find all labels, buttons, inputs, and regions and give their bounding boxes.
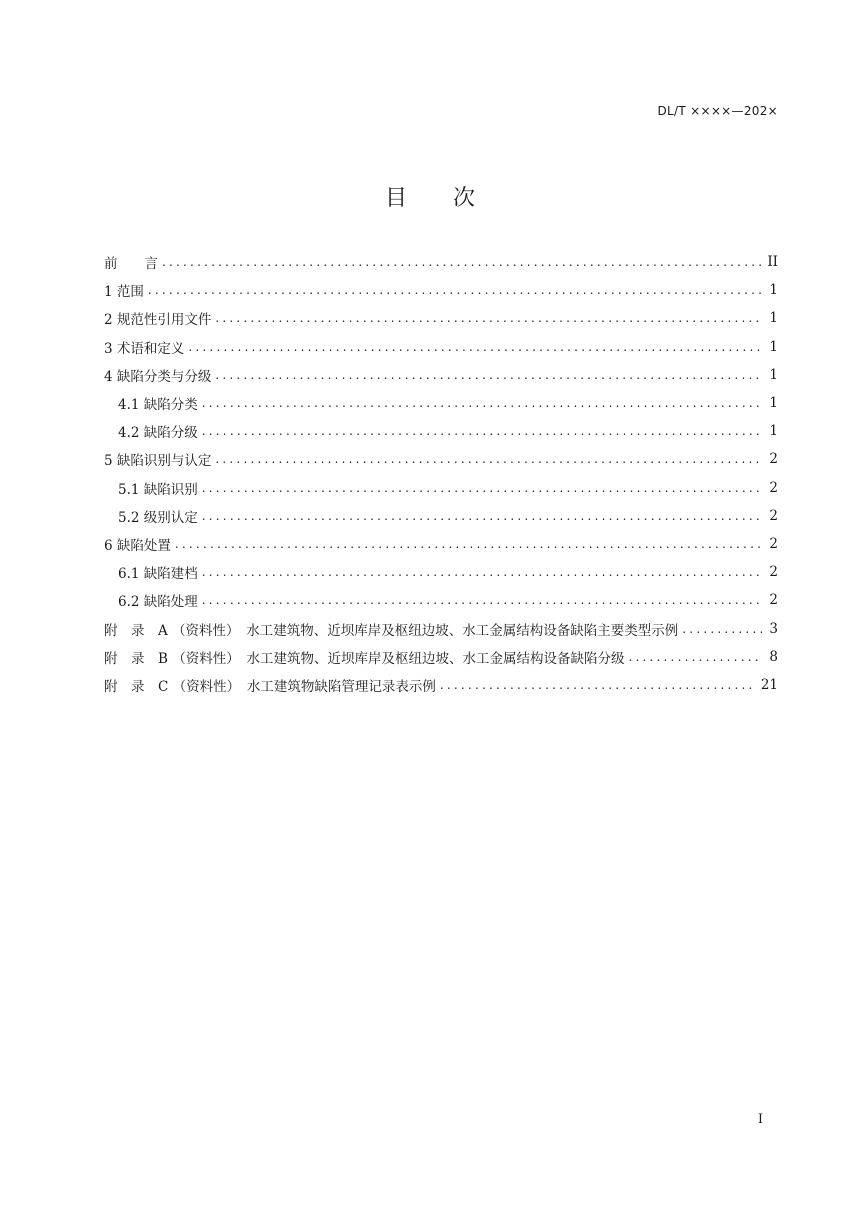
toc-entry[interactable]: [104, 502, 778, 530]
toc-dot-leader: [440, 679, 755, 691]
toc-entry-label: 6.2 缺陷处理: [118, 594, 198, 611]
toc-entry[interactable]: [104, 389, 778, 417]
page-title: [0, 181, 860, 212]
toc-entry[interactable]: [104, 445, 778, 473]
document-code: DL/T ××××—202×: [657, 104, 778, 118]
toc-entry-label: 5.2 级别认定: [118, 509, 198, 526]
toc-entry-page: 8: [769, 648, 778, 665]
toc-dot-leader: [628, 651, 763, 663]
footer-page-number: I: [757, 1112, 763, 1127]
toc-entry[interactable]: [104, 586, 778, 614]
page-title-part2: 次: [453, 186, 476, 211]
toc-entry[interactable]: [104, 361, 778, 389]
toc-entry-label: 4.1 缺陷分类: [118, 397, 198, 414]
toc-entry[interactable]: [104, 643, 778, 671]
toc-entry-label: 5 缺陷识别与认定: [104, 453, 212, 470]
toc-dot-leader: [162, 256, 761, 268]
toc-entry-page: 1: [769, 310, 778, 327]
toc-entry-page: 21: [760, 676, 778, 693]
toc-entry-label: 前 言: [104, 256, 158, 273]
toc-entry[interactable]: [104, 558, 778, 586]
toc-entry[interactable]: [104, 671, 778, 699]
toc-dot-leader: [202, 425, 764, 437]
toc-dot-leader: [202, 482, 764, 494]
toc-entry[interactable]: [104, 304, 778, 332]
toc-entry[interactable]: [104, 333, 778, 361]
toc-entry-label: 2 规范性引用文件: [104, 312, 212, 329]
toc-dot-leader: [202, 566, 764, 578]
toc-entry-page: 1: [769, 282, 778, 299]
toc-entry-page: 2: [769, 535, 778, 552]
toc-dot-leader: [215, 453, 763, 465]
toc-entry-label: 5.1 缺陷识别: [118, 481, 198, 498]
toc-entry-page: 1: [769, 395, 778, 412]
toc-entry-page: 1: [769, 338, 778, 355]
toc-dot-leader: [175, 538, 764, 550]
toc-dot-leader: [215, 369, 763, 381]
toc-entry-label: 6.1 缺陷建档: [118, 566, 198, 583]
toc-entry-page: 1: [769, 423, 778, 440]
toc-entry-label: 1 范围: [104, 284, 144, 301]
toc-entry[interactable]: [104, 474, 778, 502]
toc-dot-leader: [215, 312, 763, 324]
toc-entry[interactable]: [104, 248, 778, 276]
toc-entry[interactable]: [104, 530, 778, 558]
toc-entry-page: 3: [769, 620, 778, 637]
toc-entry-label: 附 录 A （资料性） 水工建筑物、近坝库岸及枢纽边坡、水工金属结构设备缺陷主要类型示例: [104, 622, 679, 639]
toc-entry[interactable]: [104, 417, 778, 445]
toc-dot-leader: [188, 341, 763, 353]
toc-dot-leader: [682, 623, 763, 635]
toc-dot-leader: [148, 284, 764, 296]
toc-dot-leader: [202, 510, 764, 522]
toc-entry-page: II: [767, 254, 778, 271]
toc-entry-label: 4 缺陷分类与分级: [104, 368, 212, 385]
toc-entry-page: 2: [769, 479, 778, 496]
toc-entry-page: 1: [769, 366, 778, 383]
toc-entry-label: 3 术语和定义: [104, 340, 185, 357]
toc-entry-page: 2: [769, 592, 778, 609]
toc-entry-label: 附 录 C （资料性） 水工建筑物缺陷管理记录表示例: [104, 678, 436, 695]
toc-entry[interactable]: [104, 276, 778, 304]
toc-entry-label: 4.2 缺陷分级: [118, 425, 198, 442]
toc-dot-leader: [202, 397, 764, 409]
toc-entry-label: 附 录 B （资料性） 水工建筑物、近坝库岸及枢纽边坡、水工金属结构设备缺陷分级: [104, 650, 625, 667]
toc-dot-leader: [202, 594, 764, 606]
toc-entry-page: 2: [769, 564, 778, 581]
toc-entry-label: 6 缺陷处置: [104, 537, 171, 554]
table-of-contents: [104, 248, 778, 699]
page-title-part1: 目: [384, 186, 407, 211]
toc-entry[interactable]: [104, 614, 778, 642]
toc-entry-page: 2: [769, 507, 778, 524]
toc-entry-page: 2: [769, 451, 778, 468]
